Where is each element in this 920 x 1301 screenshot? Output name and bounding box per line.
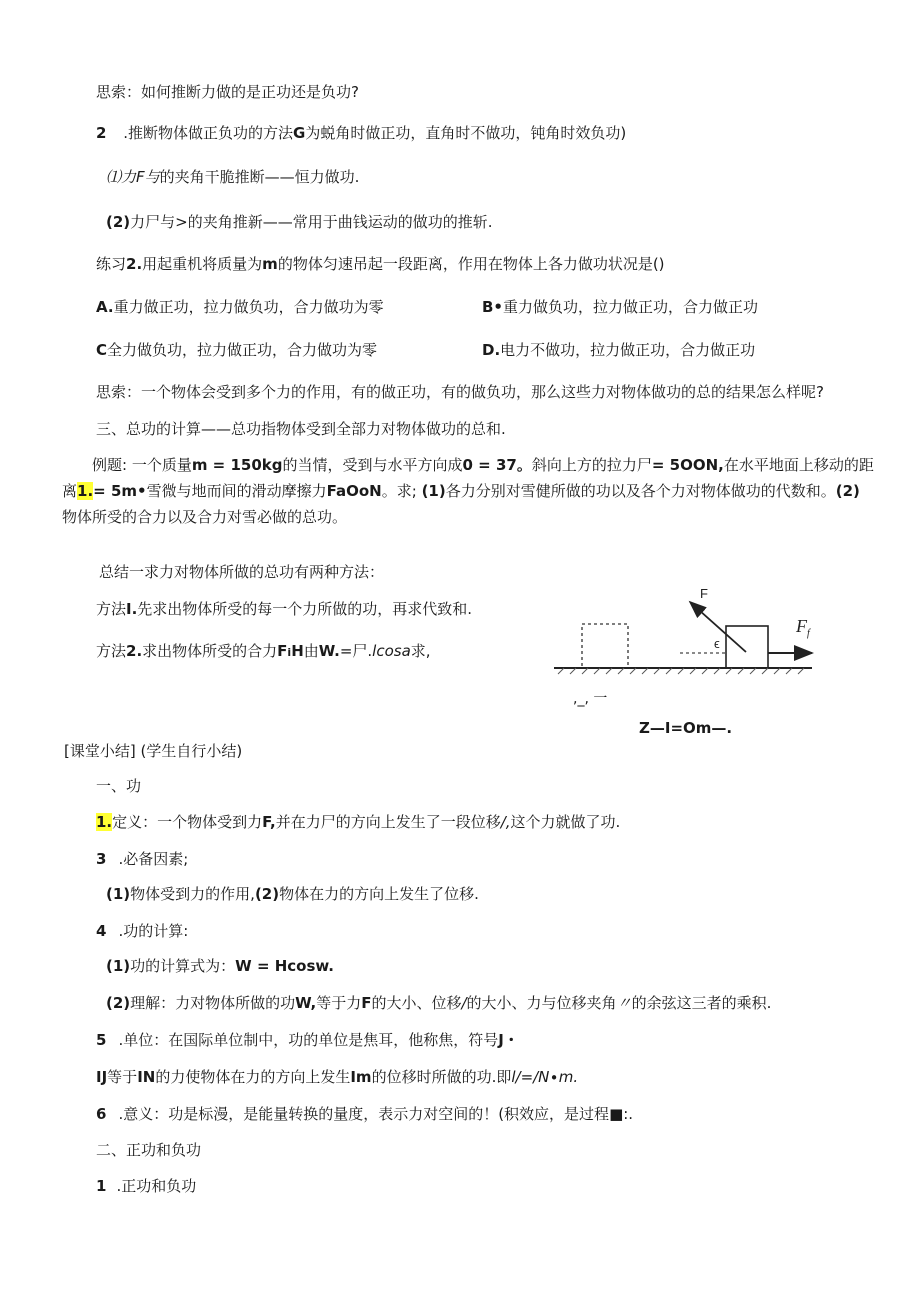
symbol-w: W, [295,994,317,1012]
example-text: 雪微与地而间的滑动摩擦力 [146,482,327,500]
method-text: 由 [303,642,319,660]
method-item-2 [106,212,493,232]
method-label: 方法 [96,642,127,660]
item-text: .单位：在国际单位制中，功的单位是焦耳，他称焦，符号 [118,1031,499,1049]
option-letter: A. [96,298,114,316]
item-prefix: ⑴力 [106,168,137,186]
symbol-m: m [262,255,278,273]
option-text: 全力做负功，拉力做正功，合力做功为零 [107,341,378,359]
question-2-number: (2) [835,482,860,500]
symbol-subscript: i [287,646,292,659]
summary-methods: 总结一求力对物体所做的总功有两种方法： [99,563,385,581]
example-line-2 [62,478,860,504]
item-text: .意义：功是标漫，是能量转换的量度，表示力对空间的！(积效应，是过程 [118,1105,610,1123]
sub-number: (2) [254,885,280,903]
definition-line [96,812,620,832]
example-text: 离 [62,482,78,500]
sub-number: (1) [106,957,131,975]
friction-label-sub: f [807,628,810,639]
class-summary-heading: [课堂小结] (学生自行小结) [64,742,243,760]
sub-text: 的位移时所做的功.即 [371,1068,512,1086]
distance-value: = 5m• [93,482,147,500]
sub-number: (2) [106,994,131,1012]
example-text: 。求; [381,482,422,500]
item-text: .推断物体做正负功的方法 [123,124,293,142]
square-mark: ■ [609,1105,624,1123]
symbol-w: W. [318,642,340,660]
symbol-f: F [136,168,145,186]
sub-text: 物体在力的方向上发生了位移. [279,885,479,903]
method-1 [96,599,472,619]
block [726,626,768,668]
option-text: 重力做负功，拉力做正功，合力做正功 [503,298,759,316]
item-number: 4 [96,922,107,940]
work-formula: W = Hcosw. [235,957,335,975]
sub-text: 理解：力对物体所做的功 [130,994,296,1012]
option-c [96,340,377,360]
item-4-1 [106,956,334,976]
item-text-2: 为蜕角时做正功，直角时不做功，钝角时效负功) [305,124,627,142]
summary-heading-work: 一、功 [96,777,142,795]
item-connector: 与 [144,168,160,186]
symbol-l: / [461,994,467,1012]
method-2 [96,641,431,663]
item-text: 力尸与>的夹角推新——常用于曲钱运动的做功的推斩. [130,213,493,231]
method-number: 2. [126,642,143,660]
mass-value: m = 150kg [191,456,283,474]
sub-text: 物体受到力的作用, [130,885,255,903]
exercise-text: 用起重机将质量为 [142,255,263,273]
unit-value: IN [137,1068,156,1086]
force-label-f: F [700,586,708,601]
item-number: 1 [96,1177,107,1195]
option-b [482,297,758,317]
think-question-1: 思索：如何推断力做的是正功还是负功? [96,83,359,101]
item-4-heading [96,921,188,941]
def-text: 这个力就做了功. [510,813,621,831]
exercise-text-2: 的物体匀速吊起一段距离，作用在物体上各力做功状况是() [277,255,665,273]
friction-label-main: F [796,616,807,636]
symbol-alpha: 〃 [616,994,632,1012]
exercise-number: 2. [126,255,143,273]
exercise-label: 练习 [96,255,127,273]
angle-value: 0 = 37。 [462,456,532,474]
option-text: 电力不做功，拉力做正功，合力做正功 [500,341,756,359]
sub-text: 的力使物体在力的方向上发生 [155,1068,351,1086]
item-number: 3 [96,850,107,868]
unit-symbol: J・ [498,1031,519,1049]
option-letter: C [96,341,108,359]
example-line-3: 物体所受的合力以及合力对雪必做的总功。 [62,508,348,526]
unit-value: IJ [96,1068,108,1086]
friction-label [795,616,811,639]
sub-text: 等于力 [316,994,362,1012]
block-force-diagram [550,582,820,682]
unit-value: Im [350,1068,372,1086]
example-paragraph [62,452,892,530]
def-text: 并在力尸的方向上发生了一段位移 [275,813,501,831]
symbol-f: F, [262,813,276,831]
def-text: 定义：一个物体受到力 [112,813,263,831]
example-text: 的当情，受到与水平方向成 [282,456,463,474]
symbol-h: H [291,642,304,660]
sub-text: 的大小、力与位移夹角 [466,994,617,1012]
item-number: 2 [96,124,107,142]
highlight-number: 1. [96,813,113,831]
method-text: 先求出物体所受的每一个力所做的功，再求代致和. [137,600,473,618]
option-text: 重力做正功，拉力做负功，合力做功为零 [113,298,384,316]
figure-caption-top: ,_, 一 [573,691,608,707]
sub-text: 的余弦这三者的乘积. [631,994,772,1012]
example-text: 在水平地面上移动的距 [723,456,874,474]
item-4-2 [106,993,771,1013]
friction-value: FaOoN [326,482,382,500]
symbol-g: G [293,124,306,142]
item-text-end: :. [623,1105,634,1123]
example-text: 斜向上方的拉力尸 [531,456,652,474]
highlight-mark: 1. [77,482,94,500]
item-6-heading [96,1104,633,1124]
symbol-l: /, [500,813,511,831]
unit-equation: l/=/N∙m. [511,1068,579,1086]
option-letter: B• [482,298,504,316]
exercise-2 [96,254,665,274]
method-text: 求, [410,642,431,660]
item-text: .必备因素; [118,850,189,868]
angle-label: ϵ [714,636,720,651]
example-text: 各力分别对雪健所做的功以及各个力对物体做功的代数和。 [445,482,836,500]
item-text: .正功和负功 [116,1177,197,1195]
item-number: 5 [96,1031,107,1049]
think-question-2: 思索：一个物体会受到多个力的作用，有的做正功，有的做负功，那么这些力对物体做功的总的结果怎么样呢? [96,383,824,401]
method-text: =尸. [339,642,373,660]
sub-text: 功的计算式为： [130,957,236,975]
symbol-f: F [277,642,288,660]
example-text: 例题: 一个质量 [92,456,192,474]
item-5-heading [96,1030,519,1050]
option-a [96,297,384,317]
item-number: (2) [106,213,131,231]
method-label: 方法 [96,600,127,618]
method-number: I. [126,600,138,618]
symbol-f: F [361,994,372,1012]
method-text: 求出物体所受的合力 [142,642,278,660]
item-number: 6 [96,1105,107,1123]
formula-term: lcosa [372,642,411,660]
sub-number: (1) [106,885,131,903]
figure-caption-bottom: Z—I=Om—. [639,719,733,737]
method-heading-2 [96,123,626,143]
option-letter: D. [482,341,501,359]
item-5-detail [96,1067,578,1087]
dashed-initial-block [582,624,628,668]
sub-text: 等于 [107,1068,138,1086]
option-d [482,340,755,360]
sub-text: 的大小、位移 [371,994,462,1012]
item-3-heading [96,849,188,869]
section-3-heading: 三、总功的计算——总功指物体受到全部力对物体做功的总和. [96,420,506,438]
question-1-number: (1) [421,482,446,500]
item-1-final [96,1176,196,1196]
item-3-content [106,884,479,904]
summary-heading-pos-neg: 二、正功和负功 [96,1141,202,1159]
method-item-1 [106,167,359,187]
item-text: .功的计算: [118,922,189,940]
force-value: = 5OON, [651,456,724,474]
item-text: 的夹角干脆推断——恒力做功. [159,168,360,186]
